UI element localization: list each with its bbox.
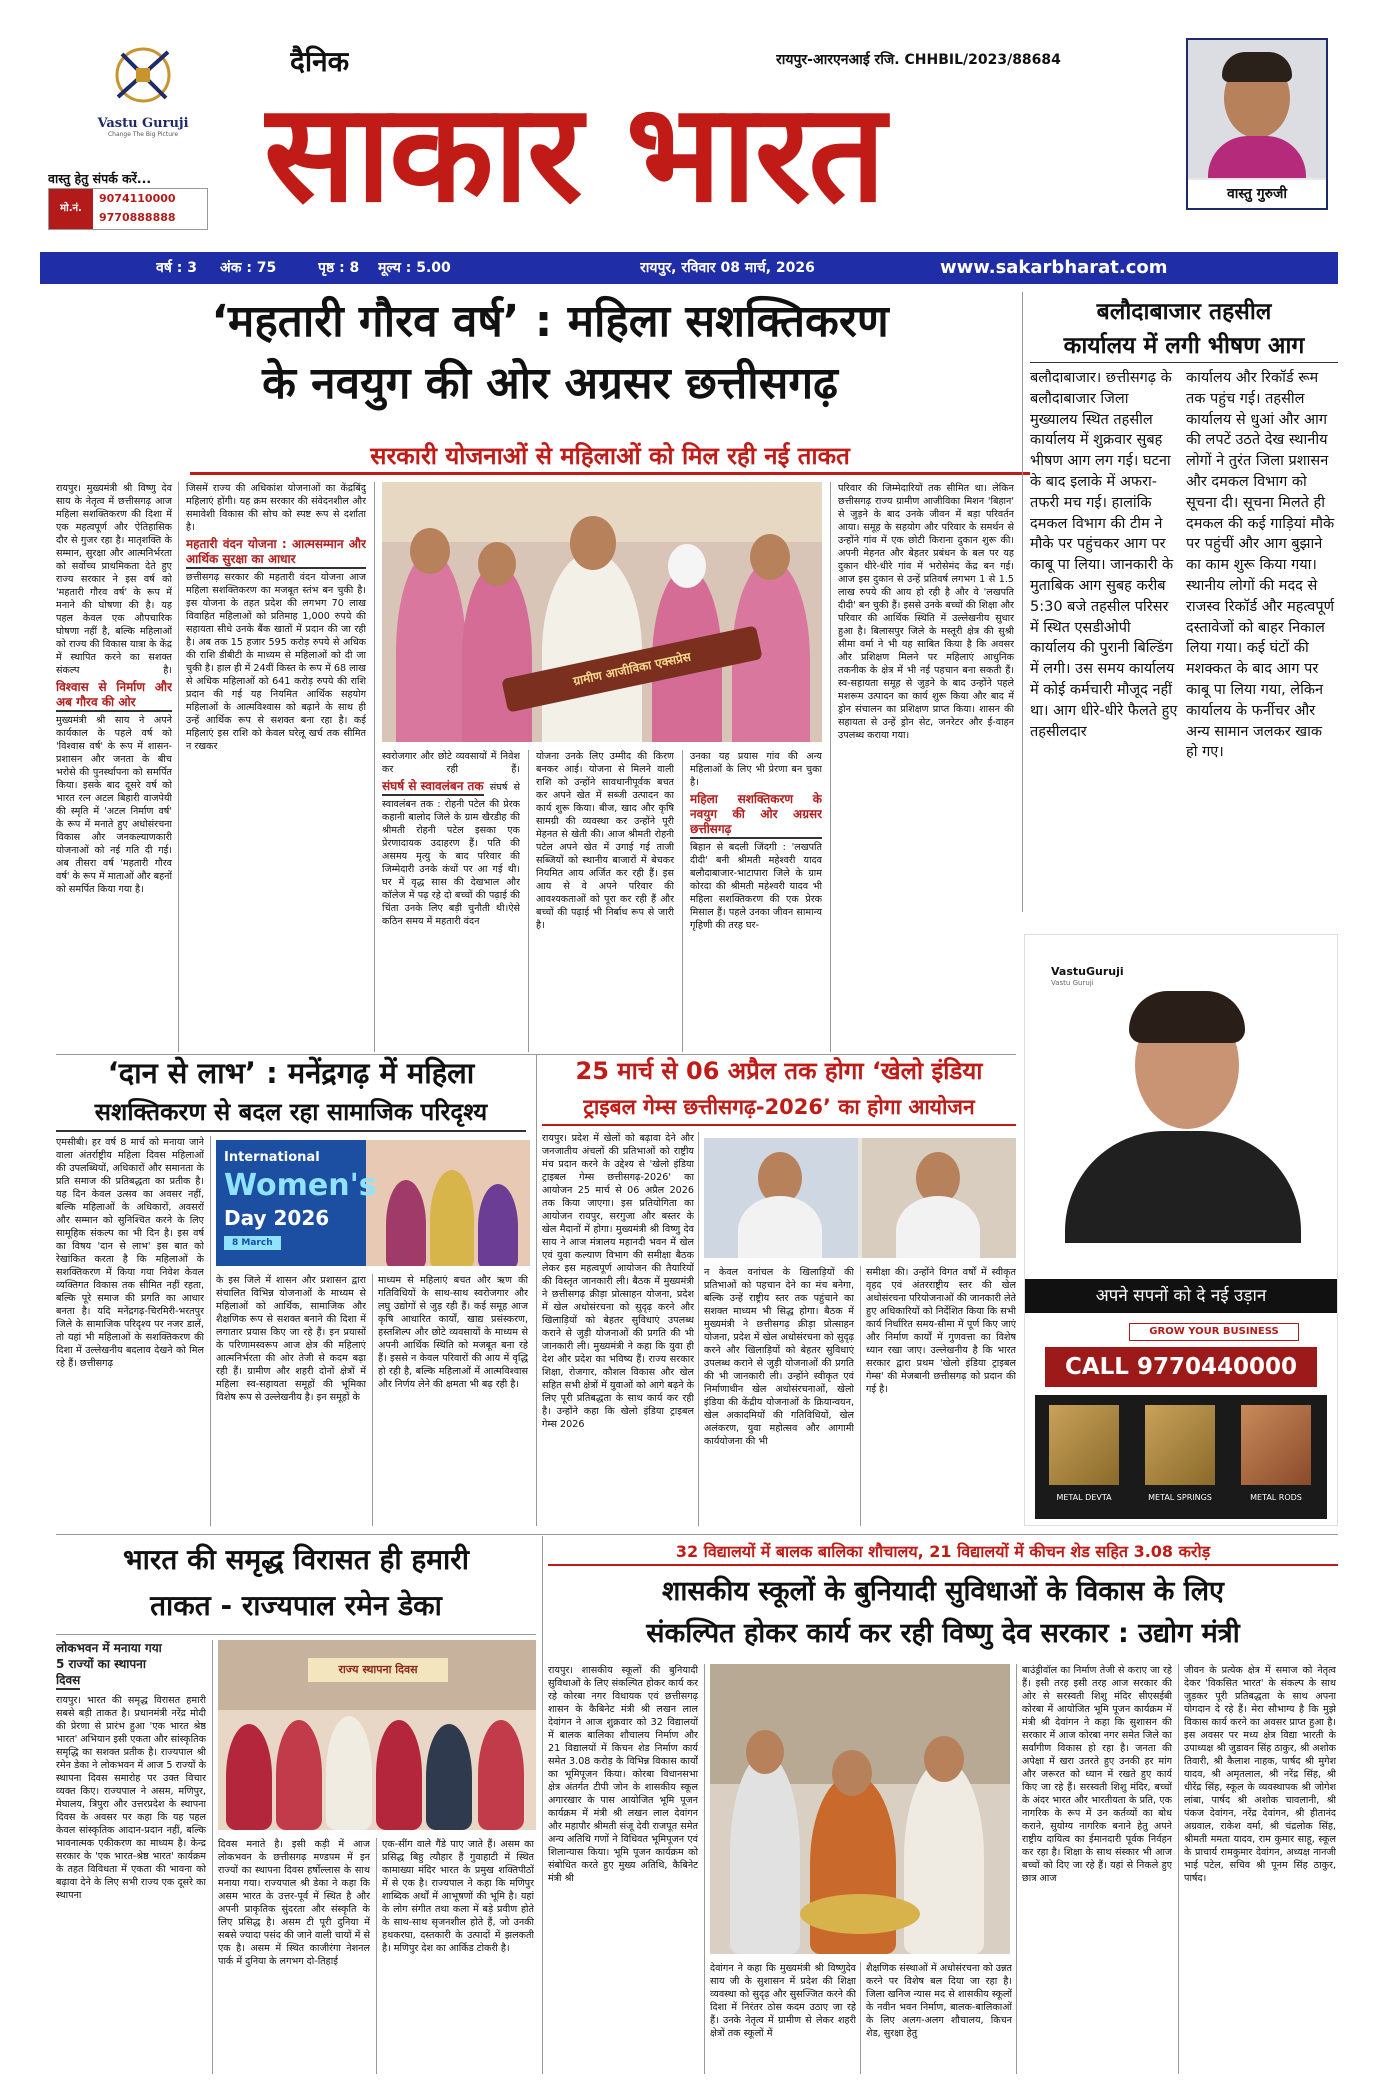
img-title-2: Women's (224, 1168, 377, 1203)
price: मूल्य : 5.00 (378, 260, 451, 276)
daan-col-1 (56, 1136, 204, 1526)
ad-brand: VastuGuruji (1051, 965, 1124, 978)
ad-products (1035, 1395, 1327, 1519)
ad-product-2: METAL SPRINGS (1148, 1493, 1212, 1502)
rajyapal-sub-2: 5 राज्यों का स्थापना (56, 1657, 146, 1671)
baloda-col-2 (1186, 368, 1336, 908)
ad-grow: GROW YOUR BUSINESS (1129, 1323, 1299, 1341)
school-col-1-text: रायपुर। शासकीय स्कूलों की बुनियादी सुविधाओं के लिए संकल्पित होकर कार्य कर रहे कोरबा नगर विधायक एवं छत्तीसगढ़ शासन के कैबिनेट मंत्री श्री लखन लाल देवांगन ने आज शुक्रवार को 32 विद्यालयों में बालक बालिका शौचालय निर्माण और 21 विद्यालयों में किचन शेड निर्माण कार्य समेत 3.08 करोड़ के विभिन्न विकास कार्यों का भूमिपूजन किया। कोरबा विधानसभा क्षेत्र अंतर्गत टीपी जोन के शासकीय स्कूल अगारखार के पास आयोजित भूमि पूजन कार्यक्रम में मंत्री श्री लखन लाल देवांगन और महापौर श्रीमती संजू देवी राजपूत समेत अन्य अतिथि गणों ने विधिवत भूमिपूजन एवं शिलान्यास किया। भूमि पूजन कार्यक्रम को संबोधित करते हुए मुख्य अतिथि, कैबिनेट मंत्री श्री (548, 1665, 698, 1884)
phone-1[interactable]: 9074110000 (99, 192, 176, 205)
school-col-4-text: जीवन के प्रत्येक क्षेत्र में समाज को नेतृत्व देकर 'विकसित भारत' के संकल्प के साथ जुड़कर पूरी प्रतिबद्धता के साथ अपना योगदान दे रहे हैं। मेरा सौभाग्य है कि मुझे विकास कार्य करने का अवसर प्राप्त हुआ है। इस अवसर पर मध्य क्षेत्र विद्या भारती के उपाध्यक्ष श्री जुडावन सिंह ठाकुर, श्री अशोक तिवारी, श्री कैलाश नाहक, पार्षद श्री मुगेश यादव, श्री अमृतलाल, श्री नरेंद्र सिंह, श्री धीरेंद्र सिंह, स्कूल के व्यवस्थापक श्री जोगेश लांबा, पार्षद श्री अशोक चावलानी, श्री पंकज देवांगन, नरेंद्र देवांगन, श्री हीतानंद अग्रवाल, राकेश वर्मा, श्री चंद्रलोक सिंह, श्रीमती ममता यादव, राम कुमार साहू, स्कूल के प्राचार्य रामकुमार देवांगन, अध्यक्ष नानजी भाई पटेल, सचिव श्री पूनम सिंह ठाकुर, पार्षद। (1184, 1665, 1336, 1884)
phone-box (48, 188, 208, 230)
ad-person-photo (1055, 991, 1311, 1243)
rajyapal-col-2-text: दिवस मनाते है। इसी कड़ी में आज लोकभवन के छत्तीसगढ़ मण्डपम में इन राज्यों का स्थापना दिवस हर्षोल्लास के साथ मनाया गया। राज्यपाल श्री डेका ने कहा कि असम भारत के उत्तर-पूर्व में स्थित है और अपनी प्राकृतिक सुंदरता और संस्कृति के लिए प्रसिद्ध है। असम टी पूरी दुनिया में सबसे ज्यादा पसंद की जाने वाली चायों में से एक है। असम में स्थित काजीरंगा नेशनल पार्क में दुनिया के लगभग दो-तिहाई (218, 1839, 370, 1967)
khelo-col-2 (704, 1266, 854, 1526)
issue: अंक : 75 (220, 260, 277, 276)
img-title-3: Day 2026 (224, 1206, 330, 1230)
school-col-2-text: देवांगन ने कहा कि मुख्यमंत्री श्री विष्णुदेव साय जी के सुशासन में प्रदेश की शिक्षा व्यवस्था को सुदृढ़ और सुसज्जित करने की दिशा में निरंतर ठोस कदम उठाए जा रहे हैं। उनके नेतृत्व में ग्रामीण से लेकर शहरी क्षेत्रों तक स्कूलों में (710, 1963, 856, 2039)
daan-headline-1: ‘दान से लाभ’ : मनेंद्रगढ़ में महिला (107, 1056, 475, 1090)
img-date: 8 March (224, 1236, 281, 1250)
ad-tagline: अपने सपनों को दे नई उड़ान (1025, 1279, 1337, 1313)
baloda-headline-1: बलौदाबाजार तहसील (1096, 299, 1272, 325)
school-photo (710, 1664, 1010, 1954)
info-bar (40, 252, 1338, 284)
rajyapal-headline-2: ताकत - राज्यपाल रमेन डेका (150, 1589, 442, 1622)
phone-2[interactable]: 9770888888 (99, 211, 176, 224)
masthead (38, 30, 1338, 252)
lead-col-1 (56, 482, 172, 1052)
school-col-1 (548, 1664, 698, 2074)
school-col-3-top (1022, 1664, 1172, 2074)
daan-headline-2: सशक्तिकरण से बदल रहा सामाजिक परिदृश्य (56, 1094, 526, 1132)
vastu-logo-icon (88, 42, 198, 112)
school-col-4 (1184, 1664, 1336, 2074)
vastu-brand: Vastu Guruji (97, 116, 189, 131)
baloda-col-2-text: कार्यालय और रिकॉर्ड रूम तक पहुंच गई। तहसील कार्यालय से धुआं और आग की लपटें उठते देख स्थानीय लोगों ने तुरंत जिला प्रशासन और दमकल विभाग को सूचना दी। सूचना मिलते ही दमकल की कई गाड़ियां मौके पर पहुंचीं और आग बुझाने का काम शुरू किया गया। स्थानीय लोगों की मदद से राजस्व रिकॉर्ड और महत्वपूर्ण दस्तावेजों को बाहर निकाल लिया गया। कई घंटों की मशक्कत के बाद आग पर काबू पा लिया गया, लेकिन कार्यालय के फर्नीचर और अन्य सामान जलकर खाक हो गए। (1186, 370, 1335, 761)
lead-col-5-subhead: महिला सशक्तिकरण के नवयुग की ओर अग्रसर छत्तीसगढ़ (690, 792, 822, 839)
rajyapal-photo (218, 1640, 536, 1830)
khelo-col-3 (866, 1266, 1016, 1526)
lead-col-6-text: परिवार की जिम्मेदारियों तक सीमित था। लेकिन छत्तीसगढ़ राज्य ग्रामीण आजीविका मिशन 'बिहान' से जुड़ने के बाद उनके जीवन में बड़ा परिवर्तन आया। समूह के सहयोग और परिवार के समर्थन से उन्होंने गांव में एक छोटी किराना दुकान शुरू की। अपनी मेहनत और बेहतर प्रबंधन के बल पर यह दुकान धीरे-धीरे गांव में भरोसेमंद केंद्र बन गई। आज इस दुकान से उन्हें प्रतिवर्ष लगभग 1 से 1.5 लाख रुपये की आय हो रही है और वे 'लखपति दीदी' बन चुकी हैं। इससे उनके बच्चों की शिक्षा और परिवार की आर्थिक स्थिति में उल्लेखनीय सुधार हुआ है। बिलासपुर जिले के मस्तूरी क्षेत्र की सुश्री सीमा वर्मा ने भी यह साबित किया है कि अवसर और प्रशिक्षण मिलने पर महिलाएं आधुनिक तकनीक के क्षेत्र में भी नई पहचान बना सकती हैं। स्व-सहायता समूह से जुड़ने के बाद उन्होंने पहले मशरूम उत्पादन का कार्य शुरू किया और बाद में ड्रोन संचालन का प्रशिक्षण प्राप्त किया। शासन की सहायता से उन्हें ड्रोन सेट, जनरेटर और ई-वाहन उपलब्ध कराया गया। (838, 483, 1014, 741)
womens-day-image (216, 1140, 530, 1266)
lead-col-5 (690, 750, 822, 1052)
rajyapal-sub (56, 1640, 206, 1690)
rajyapal-sub-1: लोकभवन में मनाया गया (56, 1641, 162, 1655)
portrait-caption: वास्तु गुरुजी (1188, 180, 1326, 208)
lead-col-4-text: योजना उनके लिए उम्मीद की किरण बनकर आई। योजना से मिलने वाली राशि को उन्होंने सावधानीपूर्वक बचत कर अपने खेत में सब्जी उत्पादन का कार्य शुरू किया। बीज, खाद और कृषि सामग्री की व्यवस्था कर उन्होंने पूरी मेहनत से खेती की। आज श्रीमती रोहनी पटेल अपने खेत में उगाई गई ताजी सब्जियों को स्थानीय बाजारों में बेचकर नियमित आय अर्जित कर रही हैं। इस आय से वे अपने परिवार की आवश्यकताओं को पूरा कर रही हैं और बच्चों की पढ़ाई भी निर्बाध रूप से जारी है। (536, 751, 674, 931)
daan-col-3 (378, 1274, 528, 1526)
portrait-photo (1188, 40, 1326, 178)
ad-product-1: METAL DEVTA (1056, 1493, 1112, 1502)
daan-col-1-text: एमसीबी। हर वर्ष 8 मार्च को मनाया जाने वाला अंतर्राष्ट्रीय महिला दिवस महिलाओं की उपलब्धियों, अधिकारों और समानता के प्रति समाज की प्रतिबद्धता का प्रतीक है। यह दिन केवल उत्सव का अवसर नहीं, बल्कि महिलाओं के अधिकारों, अवसरों और सम्मान को सुनिश्चित करने के लिए सामूहिक संकल्प का भी दिन है। इस वर्ष का विषय 'दान से लाभ' इस बात को रेखांकित करता है कि महिलाओं के सशक्तिकरण में किया गया निवेश केवल व्यक्तिगत विकास तक सीमित नहीं रहता, बल्कि पूरे समाज की प्रगति का आधार बनता है। यदि मनेंद्रगढ़-चिरमिरी-भरतपुर जिले के सामाजिक परिदृश्य पर नजर डालें, तो यहां भी महिलाओं के सशक्तिकरण की दिशा में उल्लेखनीय बदलाव देखने को मिल रहे हैं। छत्तीसगढ़ (56, 1137, 204, 1369)
portrait-frame (1186, 38, 1328, 210)
lead-col-2 (186, 482, 366, 1052)
lead-headline-1: ‘महतारी गौरव वर्ष’ : महिला सशक्तिकरण (211, 296, 889, 347)
vastu-tagline: Change The Big Picture (107, 131, 179, 138)
vastu-logo (88, 42, 198, 142)
rajyapal-headline-1: भारत की समृद्ध विरासत ही हमारी (123, 1543, 469, 1576)
rajyapal-sub-3: दिवस (56, 1672, 80, 1690)
school-headline-1: शासकीय स्कूलों के बुनियादी सुविधाओं के विकास के लिए (662, 1576, 1224, 1607)
khelo-photo (704, 1138, 1016, 1258)
vastu-ad[interactable] (1024, 934, 1338, 1526)
lead-col-1-subhead: विश्वास से निर्माण और अब गौरव की ओर (56, 680, 172, 712)
lead-col-3-text: स्वरोजगार और छोटे व्यवसायों में निवेश कर रही हैं। (382, 751, 520, 775)
rajyapal-col-3-text: एक-सींग वाले गैंडे पाए जाते हैं। असम का प्रसिद्ध बिहु त्यौहार हैं गुवाहाटी में स्थित कामाख्या मंदिर भारत के प्रमुख शक्तिपीठों में से एक है। राज्यपाल ने कहा कि मणिपुर शाब्दिक अर्थों में आभूषणों की भूमि है। यहां के लोग संगीत तथा कला में बड़े प्रवीण होते के साथ-साथ सृजनशील होते हैं, जो उनकी हथकरघा, दस्तकारी के उत्पादों में झलकती है। मणिपुर देश का आर्किड टोकरी है। (382, 1839, 534, 1954)
lead-subhead: सरकारी योजनाओं से महिलाओं को मिल रही नई ताकत (190, 440, 1030, 475)
khelo-headline-1: 25 मार्च से 06 अप्रैल तक होगा ‘खेलो इंडिया (575, 1057, 983, 1085)
daily-label: दैनिक (290, 45, 350, 78)
website[interactable]: www.sakarbharat.com (940, 257, 1168, 278)
ad-product-3: METAL RODS (1250, 1493, 1302, 1502)
lead-col-6 (838, 482, 1014, 1052)
daan-col-3-text: माध्यम से महिलाएं बचत और ऋण की गतिविधियों के साथ-साथ स्वरोजगार और लघु उद्योगों से जुड़ रही हैं। कई समूह आज कृषि आधारित कार्यों, खाद्य प्रसंस्करण, हस्तशिल्प और छोटे व्यवसायों के माध्यम से अपनी आर्थिक स्थिति को मजबूत बना रहे हैं। इससे न केवल परिवारों की आय में वृद्धि हो रही है, बल्कि महिलाओं में आत्मविश्वास और निर्णय लेने की क्षमता भी बढ़ रही है। (378, 1275, 528, 1390)
ad-call[interactable]: CALL 9770440000 (1045, 1347, 1317, 1387)
school-headline-2: संकल्पित होकर कार्य कर रही विष्णु देव सरकार : उद्योग मंत्री (646, 1618, 1240, 1649)
lead-col-3-text-b: संघर्ष से स्वावलंबन तक : रोहनी पटेल की प्रेरक कहानी बालोद जिले के ग्राम खैरडीह की श्रीमती रोहनी पटेल इसका एक प्रेरणादायक उदाहरण हैं। पति की असमय मृत्यु के बाद परिवार की जिम्मेदारी उनके कंधों पर आ गई थी। घर में वृद्ध सास की देखभाल और कॉलेज में पढ़ रहे दो बच्चों की पढ़ाई की चिंता उनके लिए बड़ी चुनौती थी।ऐसे कठिन समय में महतारी वंदन (382, 782, 520, 927)
vastu-contact-label: वास्तु हेतु संपर्क करें... (48, 171, 152, 186)
lead-col-3 (382, 750, 520, 1052)
khelo-col-3-text: समीक्षा की। उन्होंने विगत वर्षों में स्वीकृत वृहद एवं अंतरराष्ट्रीय स्तर की खेल अधोसंरचना परियोजनाओं की जानकारी लेते हुए अधिकारियों को निर्देशित किया कि सभी कार्य निर्धारित समय-सीमा में पूर्ण किए जाएं और निर्माण कार्यों में गुणवत्ता का विशेष ध्यान रखा जाए। उल्लेखनीय है कि भारत सरकार द्वारा प्रथम 'खेलो इंडिया ट्राइबल गेम्स' की मेजबानी छत्तीसगढ़ को प्रदान की गई है। (866, 1267, 1016, 1395)
newspaper-title: साकार भारत (264, 75, 884, 233)
school-col-3-text: शैक्षणिक संस्थाओं में अधोसंरचना को उन्नत करने पर विशेष बल दिया जा रहा है। जिला खनिज न्यास मद से शासकीय स्कूलों के नवीन भवन निर्माण, बालक-बालिकाओं के लिए अलग-अलग शौचालय, किचन शेड, सुरक्षा हेतु (866, 1963, 1012, 2039)
lead-col-5-text-b: बिहान से बदली जिंदगी : 'लखपति दीदी' बनी श्रीमती महेश्वरी यादव बलौदाबाजार-भाटापारा जिले के ग्राम कोरदा की श्रीमती महेश्वरी यादव भी महिला सशक्तिकरण की एक प्रेरक मिसाल हैं। पहले उनका जीवन सामान्य गृहिणी की तरह घर- (690, 842, 822, 931)
lead-photo-banner: ग्रामीण आजीविका एक्सप्रेस (501, 625, 762, 712)
lead-col-1-text-b: मुख्यमंत्री श्री साय ने अपने कार्यकाल के पहले वर्ष को 'विश्वास वर्ष' के रूप में शासन-प्रशासन और जनता के बीच भरोसे की पुनर्स्थापना को समर्पित किया। इसके बाद दूसरे वर्ष को भारत रत्न अटल बिहारी वाजपेयी की स्मृति में 'अटल निर्माण वर्ष' के रूप में मनाते हुए अधोसंरचना विकास और जनकल्याणकारी योजनाओं को नई गति दी गई। अब तीसरा वर्ष 'महतारी गौरव वर्ष' के रूप में माताओं और बहनों को समर्पित किया गया है। (56, 715, 172, 895)
rajyapal-col-3 (382, 1838, 534, 2074)
ad-brand-sub: Vastu Guruji (1051, 979, 1094, 987)
lead-col-2-text-b: छत्तीसगढ़ सरकार की महतारी वंदन योजना आज महिला सशक्तिकरण का मजबूत स्तंभ बन चुकी है। इस योजना के तहत प्रदेश की लगभग 70 लाख विवाहित महिलाओं को प्रतिमाह 1,000 रुपये की सहायता सीधे उनके बैंक खातों में प्रदान की जा रही है। अब तक 15 हजार 595 करोड़ रुपये से अधिक की राशि डीबीटी के माध्यम से महिलाओं को दी जा चुकी है। हाल ही में 24वीं किस्त के रूप में 68 लाख से अधिक महिलाओं को 641 करोड़ रुपये की राशि प्रदान की गई यह नियमित आर्थिक सहयोग महिलाओं के आत्मविश्वास को बढ़ाने के साथ ही उन्हें आर्थिक रूप से सशक्त बना रहा है। कई महिलाएं इस राशि को केवल घरेलू खर्च तक सीमित न रखकर (186, 572, 366, 752)
registration: रायपुर-आरएनआई रजि. CHHBIL/2023/88684 (776, 52, 1061, 68)
school-col-3-top-text: बाउंड्रीवॉल का निर्माण तेजी से कराए जा रहे हैं। इसी तरह इसी तरह आज सरकार की ओर से सरस्वती शिशु मंदिर सीएसईबी कोरबा में आयोजित भूमि पूजन कार्यक्रम में मंत्री श्री देवांगन ने कहा कि सुशासन की सरकार में आज कोरबा नगर समेत जिले का सर्वांगीण विकास हो रहा है। जनता की अपेक्षा में खरा उतरते हुए उनकी हर मांग और जरूरत को ध्यान में रखते हुए कार्य किए जा रहे हैं। सरस्वती शिशु मंदिर, बच्चों के अंदर भारत और भारतीयता के प्रति, एक नागरिक के रूप में उन कर्तव्यों का बोध कराने, सुयोग्य नागरिक बनाने हेतु अपने राष्ट्रीय दायित्व का ईमानदारी पूर्वक निर्वहन कर रहा है। शिक्षा के साथ संस्कार भी आज बच्चों को दिए जा रहे हैं। यहां से निकले हुए छात्र आज (1022, 1665, 1172, 1884)
school-kicker: 32 विद्यालयों में बालक बालिका शौचालय, 21 विद्यालयों में कीचन शेड सहित 3.08 करोड़ (548, 1540, 1338, 1566)
lead-col-4 (536, 750, 674, 1052)
baloda-col-1-text: बलौदाबाजार। छत्तीसगढ़ के बलौदाबाजार जिला मुख्यालय स्थित तहसील कार्यालय में शुक्रवार सुबह भीषण आग लग गई। घटना के बाद इलाके में अफरा-तफरी मच गई। हालांकि दमकल विभाग की टीम ने मौके पर पहुंचकर आग पर काबू पा लिया। जानकारी के मुताबिक आग सुबह करीब 5:30 बजे तहसील परिसर में स्थित एसडीओपी कार्यालय की पुरानी बिल्डिंग में लगी। उस समय कार्यालय में कोई कर्मचारी मौजूद नहीं था। आग धीरे-धीरे फैलते हुए तहसीलदार (1030, 370, 1178, 740)
rajyapal-col-1-text: रायपुर। भारत की समृद्ध विरासत हमारी सबसे बड़ी ताकत है। प्रधानमंत्री नरेंद्र मोदी की प्रेरणा से प्रारंभ हुआ 'एक भारत श्रेष्ठ भारत' अभियान इसी एकता और सांस्कृतिक समृद्धि का सशक्त प्रतीक है। राज्यपाल श्री रमेन डेका ने लोकभवन में आज 5 राज्यों के स्थापना दिवस समारोह पर उक्त विचार व्यक्त किए। राज्यपाल ने असम, मणिपुर, मेघालय, त्रिपुरा और उत्तरप्रदेश के स्थापना दिवस के अवसर पर कहा कि यह पहल केवल सांस्कृतिक आदान-प्रदान नहीं, बल्कि भावनात्मक एकीकरण का माध्यम है। केन्द्र सरकार के 'एक भारत-श्रेष्ठ भारत' कार्यक्रम के तहत विविधता में एकता की भावना को बढ़ावा देने के लिए सभी राज्य एक दूसरे का स्थापना (56, 1695, 206, 1901)
khelo-col-2-text: न केवल वनांचल के खिलाड़ियों की प्रतिभाओं को पहचान देने का मंच बनेगा, बल्कि उन्हें राष्ट्रीय स्तर तक पहुंचाने का सशक्त माध्यम भी सिद्ध होगा। बैठक में मुख्यमंत्री ने छत्तीसगढ़ क्रीड़ा प्रोत्साहन योजना, प्रदेश में खेल अधोसंरचना को सुदृढ़ करने और खिलाड़ियों को बेहतर सुविधाएं उपलब्ध कराने से जुड़ी योजनाओं की प्रगति की भी जानकारी ली। उन्होंने स्वीकृत एवं निर्माणाधीन खेल अधोसंरचनाओं, खेलो इंडिया की केंद्रीय योजनाओं के क्रियान्वयन, खेल अकादमियों की गतिविधियों, खेल अलंकरण, युवा महोत्सव और आगामी कार्ययोजना की भी (704, 1267, 854, 1447)
lead-photo (382, 482, 822, 742)
daan-col-2 (216, 1274, 366, 1526)
rajyapal-col-1 (56, 1694, 206, 2074)
pages: पृष्ठ : 8 (318, 260, 360, 276)
rajyapal-photo-banner: राज्य स्थापना दिवस (308, 1658, 448, 1682)
khelo-col-1-text: रायपुर। प्रदेश में खेलों को बढ़ावा देने और जनजातीय अंचलों की प्रतिभाओं को राष्ट्रीय मंच प्रदान करने के उद्देश्य से 'खेलो इंडिया ट्राइबल गेम्स छत्तीसगढ़-2026' का आयोजन 25 मार्च से 06 अप्रैल 2026 तक किया जाएगा। इस प्रतियोगिता का आयोजन रायपुर, सरगुजा और बस्तर के खेल मैदानों में होगा। मुख्यमंत्री श्री विष्णु देव साय ने आज मंत्रालय महानदी भवन में खेल एवं युवा कल्याण विभाग की समीक्षा बैठक लेकर इस महत्वपूर्ण आयोजन की तैयारियों की विस्तृत जानकारी ली। बैठक में मुख्यमंत्री ने छत्तीसगढ़ क्रीड़ा प्रोत्साहन योजना, प्रदेश में खेल अधोसंरचना को सुदृढ़ करने और खिलाड़ियों को बेहतर सुविधाएं उपलब्ध कराने से जुड़ी योजनाओं की प्रगति की भी जानकारी ली। मुख्यमंत्री ने कहा कि युवा ही देश और प्रदेश का भविष्य हैं। राज्य सरकार शिक्षा, रोजगार, कौशल विकास और खेल सहित सभी क्षेत्रों में युवाओं को आगे बढ़ने के लिए पूरी प्रतिबद्धता के साथ कार्य कर रही है। उन्होंने कहा कि खेलो इंडिया ट्राइबल गेम्स 2026 (542, 1133, 694, 1430)
lead-col-3-subhead: संघर्ष से स्वावलंबन तक (382, 779, 484, 796)
date: रायपुर, रविवार 08 मार्च, 2026 (640, 260, 815, 276)
lead-col-1-text: रायपुर। मुख्यमंत्री श्री विष्णु देव साय के नेतृत्व में छत्तीसगढ़ आज महिला सशक्तिकरण की दिशा में एक महत्वपूर्ण और ऐतिहासिक दौर से गुजर रहा है। मातृशक्ति के सम्मान, सुरक्षा और आत्मनिर्भरता को सर्वोच्च प्राथमिकता देते हुए राज्य सरकार ने इस वर्ष को 'महतारी गौरव वर्ष' के रूप में मनाने की घोषणा की है। यह पहल केवल एक औपचारिक घोषणा नहीं है, बल्कि महिलाओं को राज्य की विकास यात्रा के केंद्र में स्थापित करने का सशक्त संकल्प है। (56, 483, 172, 676)
khelo-headline-2: ट्राइबल गेम्स छत्तीसगढ़-2026’ का होगा आयोजन (542, 1090, 1016, 1126)
img-title-1: International (224, 1150, 320, 1165)
year: वर्ष : 3 (156, 260, 197, 276)
lead-col-2-text: जिसमें राज्य की अधिकांश योजनाओं का केंद्रबिंदु महिलाएं होंगी। यह क्रम सरकार की संवेदनशील और समावेशी विकास की सोच को स्पष्ट रूप से दर्शाता है। (186, 483, 366, 533)
school-col-3 (866, 1962, 1012, 2074)
lead-headline-2: के नवयुग की ओर अग्रसर छत्तीसगढ़ (262, 358, 838, 409)
lead-col-5-text: उनका यह प्रयास गांव की अन्य महिलाओं के लिए भी प्रेरणा बन चुका है। (690, 751, 822, 788)
khelo-col-1 (542, 1132, 694, 1526)
lead-col-2-subhead: महतारी वंदन योजना : आत्मसम्मान और आर्थिक सुरक्षा का आधार (186, 537, 366, 569)
phone-prefix: मो.नं. (49, 189, 93, 229)
daan-col-2-text: के इस जिले में शासन और प्रशासन द्वारा संचालित विभिन्न योजनाओं के माध्यम से महिलाओं को आर्थिक, सामाजिक और शैक्षणिक रूप से सशक्त बनाने की दिशा में लगातार प्रयास किए जा रहे हैं। इन प्रयासों के परिणामस्वरूप आज क्षेत्र की महिलाएं आत्मनिर्भरता की ओर तेजी से कदम बढ़ा रही हैं। ग्रामीण और शहरी दोनों क्षेत्रों में महिला स्व-सहायता समूहों की भूमिका विशेष रूप से उल्लेखनीय है। इन समूहों के (216, 1275, 366, 1403)
school-col-2 (710, 1962, 856, 2074)
baloda-headline-2: कार्यालय में लगी भीषण आग (1030, 330, 1338, 363)
baloda-col-1 (1030, 368, 1180, 908)
rajyapal-col-2 (218, 1838, 370, 2074)
